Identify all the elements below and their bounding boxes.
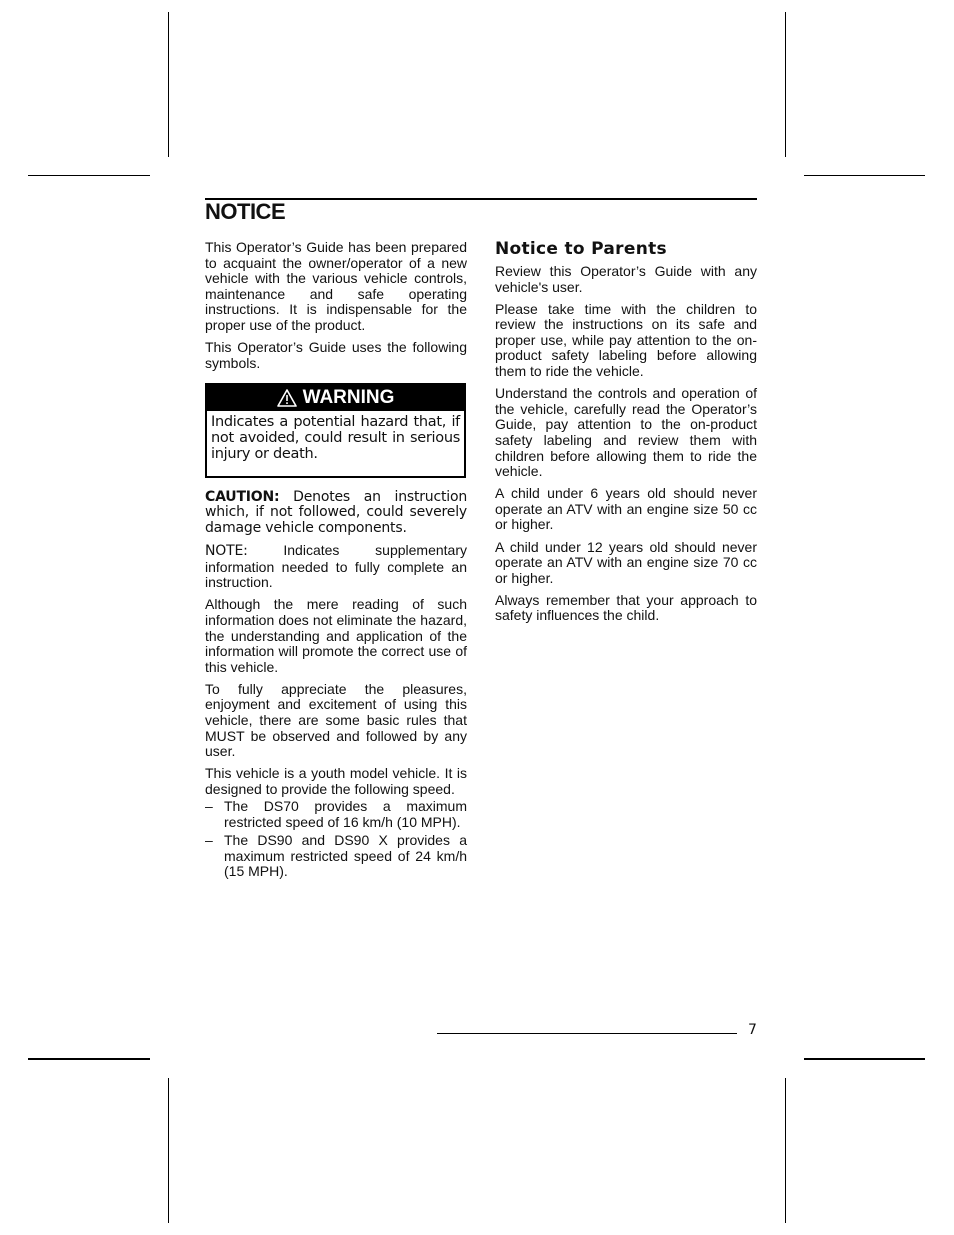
parents-paragraph: A child under 12 years old should never operate an ATV with an engine size 70 cc or higher.	[495, 538, 757, 586]
intro-paragraph: This Operator’s Guide has been prepared to acquaint the owner/operator of a new vehicle with the various vehicle controls, maintenance and safe operating instructions. It is indispensable for the proper use of the product.	[205, 239, 467, 333]
crop-mark-bottom-right-vertical	[785, 1078, 786, 1223]
crop-mark-top-right-horizontal	[804, 175, 925, 176]
caution-label: CAUTION:	[205, 488, 280, 505]
parents-paragraph: Understand the controls and operation of the vehicle, carefully read the Operator’s Guide, pay attention to the on-product safety labeling and review them with children before allowing them to ride the vehicle.	[495, 385, 757, 480]
parents-paragraph: Review this Operator’s Guide with any vehicle's user.	[495, 263, 757, 295]
warning-text: Indicates a potential hazard that, if not avoided, could result in serious injury or death.	[211, 414, 460, 463]
warning-box	[205, 383, 466, 478]
crop-mark-top-left-vertical	[168, 12, 169, 157]
crop-mark-bottom-right-horizontal	[804, 1058, 925, 1060]
caution-paragraph	[205, 490, 467, 537]
crop-mark-bottom-left-horizontal	[28, 1058, 150, 1060]
header-rule	[205, 198, 757, 200]
parents-paragraph: Please take time with the children to review the instructions on its safe and proper use, while pay attention to the on-product safety labeling before allowing them to ride the vehicle.	[495, 300, 757, 380]
note-paragraph	[205, 543, 467, 591]
crop-mark-top-right-vertical	[785, 12, 786, 157]
hazard-paragraph: Although the mere reading of such information does not eliminate the hazard, the understanding and application of the information will promote the correct use of this vehicle.	[205, 596, 467, 675]
youth-model-paragraph: This vehicle is a youth model vehicle. It is designed to provide the following speed.	[205, 765, 467, 797]
crop-mark-top-left-horizontal	[28, 175, 150, 176]
rules-paragraph: To fully appreciate the pleasures, enjoyment and excitement of using this vehicle, there are some basic rules that MUST be observed and followed by any user.	[205, 680, 467, 760]
note-label: NOTE:	[205, 543, 248, 560]
warning-header	[207, 385, 464, 411]
right-column	[495, 240, 757, 630]
notice-to-parents-heading: Notice to Parents	[495, 239, 667, 259]
list-item: – The DS90 and DS90 X provides a maximum restricted speed of 24 km/h (15 MPH).	[205, 833, 467, 880]
left-column	[205, 240, 467, 883]
crop-mark-bottom-left-vertical	[168, 1078, 169, 1223]
warning-triangle-icon	[277, 389, 297, 407]
footer-rule	[437, 1033, 737, 1034]
symbols-intro-paragraph: This Operator’s Guide uses the following symbols.	[205, 339, 467, 371]
parents-paragraph: A child under 6 years old should never operate an ATV with an engine size 50 cc or higher.	[495, 485, 757, 533]
parents-paragraph: Always remember that your approach to safety influences the child.	[495, 591, 757, 624]
page-title: NOTICE	[205, 199, 286, 224]
list-item: – The DS70 provides a maximum restricted speed of 16 km/h (10 MPH).	[205, 799, 467, 830]
caution-text: Denotes an instruction which, if not followed, could severely damage vehicle components.	[205, 488, 467, 536]
warning-label: WARNING	[302, 387, 395, 409]
page-number: 7	[748, 1022, 757, 1038]
note-text: Indicates supplementary information needed to fully complete an instruction.	[205, 542, 467, 591]
speed-list	[205, 799, 467, 880]
